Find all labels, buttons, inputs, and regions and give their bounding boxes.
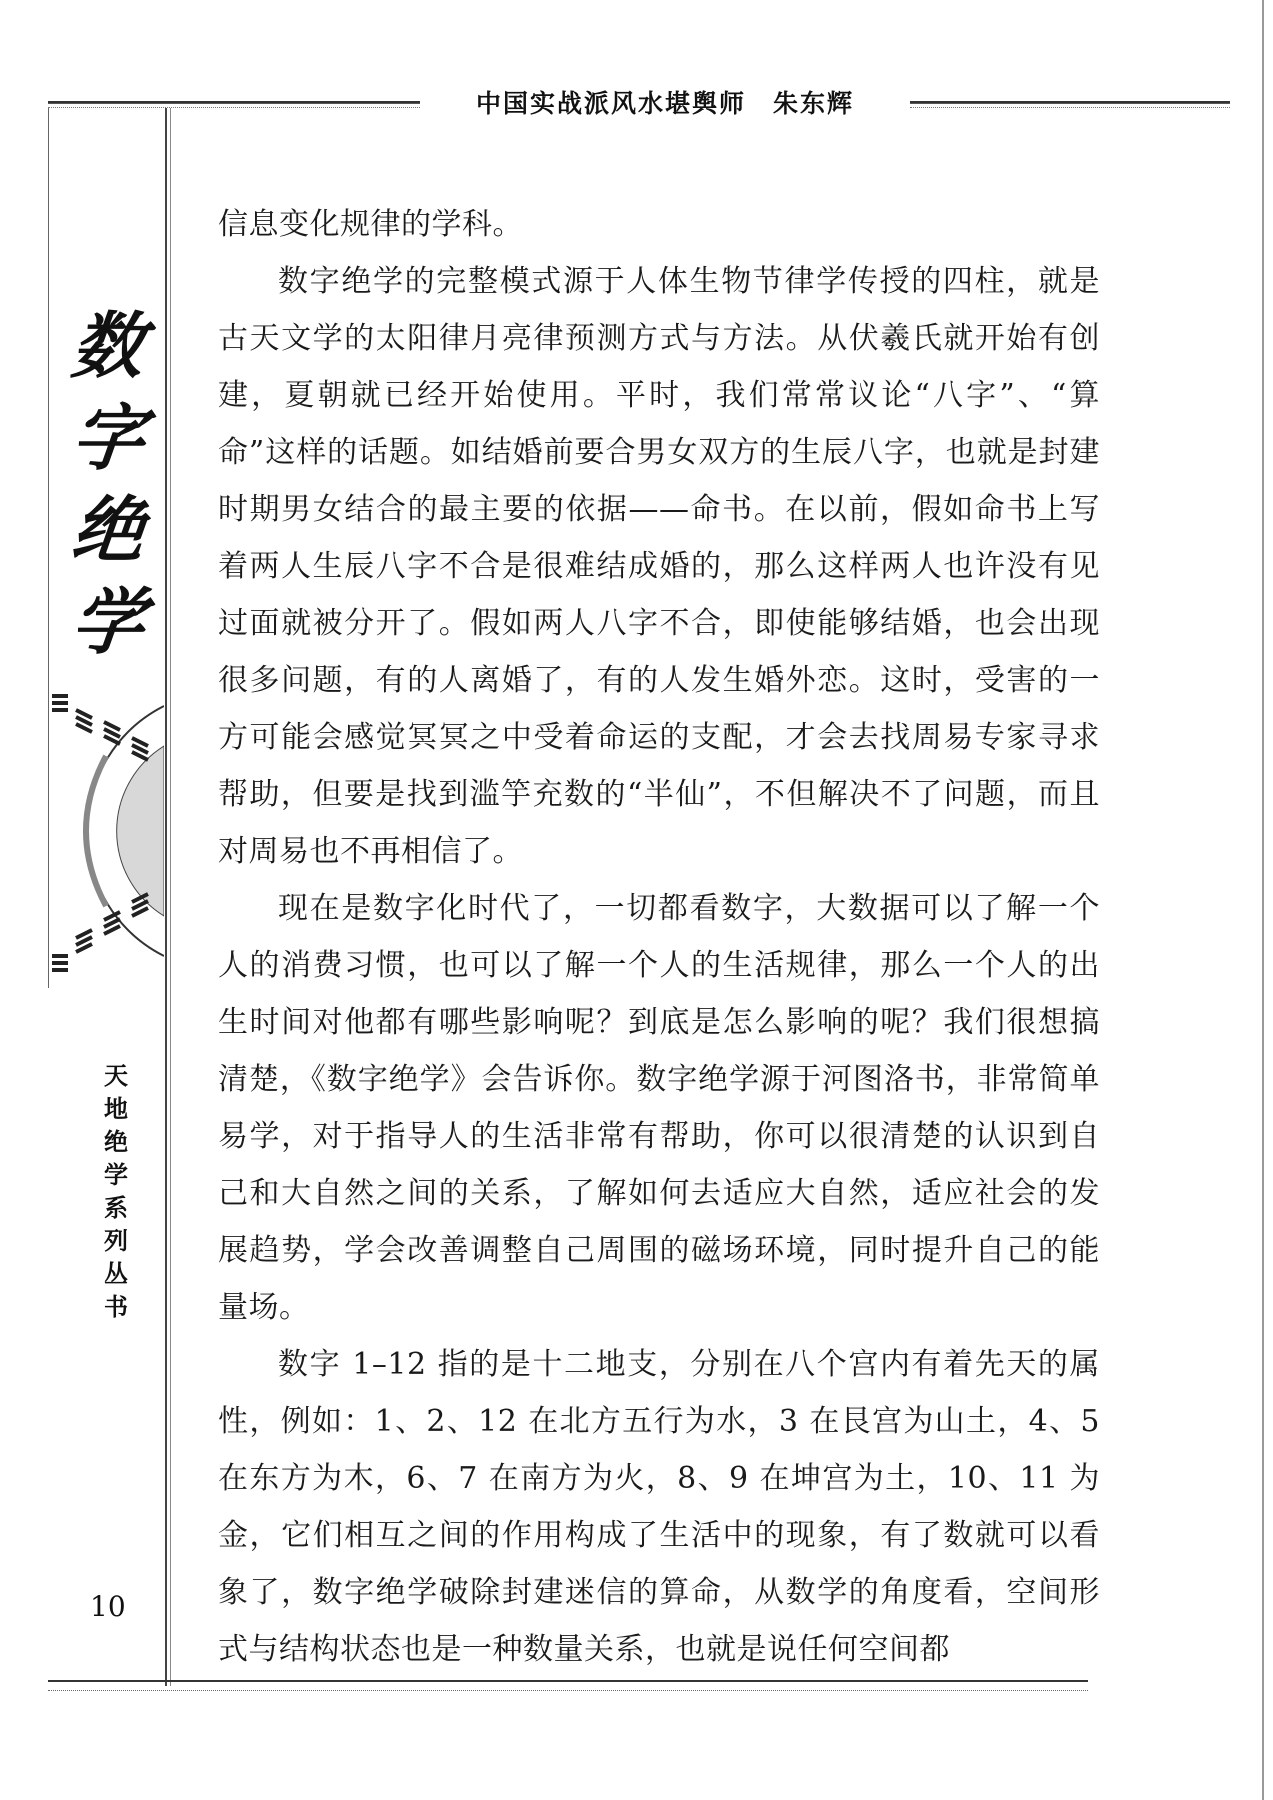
book-title-char: 数 [67,303,149,388]
series-char: 列 [104,1227,128,1255]
book-title-char: 字 [67,395,149,480]
footer-rule [48,1680,1088,1682]
series-char: 地 [104,1095,128,1123]
series-char: 系 [104,1194,128,1222]
footer-rule-dotted [48,1690,1088,1691]
paragraph: 数字绝学的完整模式源于人体生物节律学传授的四柱，就是古天文学的太阳律月亮律预测方式与方法。从伏羲氏就开始有创建，夏朝就已经开始使用。平时，我们常常议论“八字”、“算命”这样的话题。如结婚前要合男女双方的生辰八字，也就是封建时期男女结合的最主要的依据——命书。在以前，假如命书上写着两人生辰八字不合是很难结成婚的，那么这样两人也许没有见过面就被分开了。假如两人八字不合，即使能够结婚，也会出现很多问题，有的人离婚了，有的人发生婚外恋。这时，受害的一方可能会感觉冥冥之中受着命运的支配，才会去找周易专家寻求帮助，但要是找到滥竽充数的“半仙”，不但解决不了问题，而且对周易也不再相信了。 [218,264,1100,869]
series-char: 绝 [104,1128,128,1156]
content-border-line-thin [170,108,171,1686]
body-text [218,196,1100,1678]
running-header: 中国实战派风水堪舆师 朱东辉 [475,89,854,118]
series-char: 学 [104,1161,128,1189]
header-rule-right [910,101,1230,104]
book-title-char: 学 [67,579,149,664]
header-rule-left [48,101,420,104]
series-title [96,1060,136,1324]
book-title-char: 绝 [67,487,149,572]
content-border-line [165,108,167,1686]
series-char: 天 [104,1062,128,1090]
scan-edge-line [1262,0,1264,1800]
series-char: 书 [104,1293,128,1321]
paragraph: 现在是数字化时代了，一切都看数字，大数据可以了解一个人的消费习惯，也可以了解一个人的生活规律，那么一个人的出生时间对他都有哪些影响呢？到底是怎么影响的呢？我们很想搞清楚，《数字绝学》会告诉你。数字绝学源于河图洛书，非常简单易学，对于指导人的生活非常有帮助，你可以很清楚的认识到自己和大自然之间的关系，了解如何去适应大自然，适应社会的发展趋势，学会改善调整自己周围的磁场环境，同时提升自己的能量场。 [218,891,1100,1325]
series-char: 丛 [104,1260,128,1288]
paragraph: 数字 1–12 指的是十二地支，分别在八个宫内有着先天的属性，例如：1、2、12 在北方五行为水，3 在艮宫为山土，4、5 在东方为木，6、7 在南方为火，8、9 在坤宫为土，10、11 为金，它们相互之间的作用构成了生活中的现象，有了数就可以看象了，数字绝学破除封建迷信的算命，从数学的角度看，空间形式与结构状态也是一种数量关系，也就是说任何空间都 [218,1347,1100,1667]
paragraph: 信息变化规律的学科。 [218,207,523,242]
page-number: 10 [90,1590,126,1623]
bagua-ornament-icon [46,686,164,976]
sidebar-book-title [58,300,158,668]
